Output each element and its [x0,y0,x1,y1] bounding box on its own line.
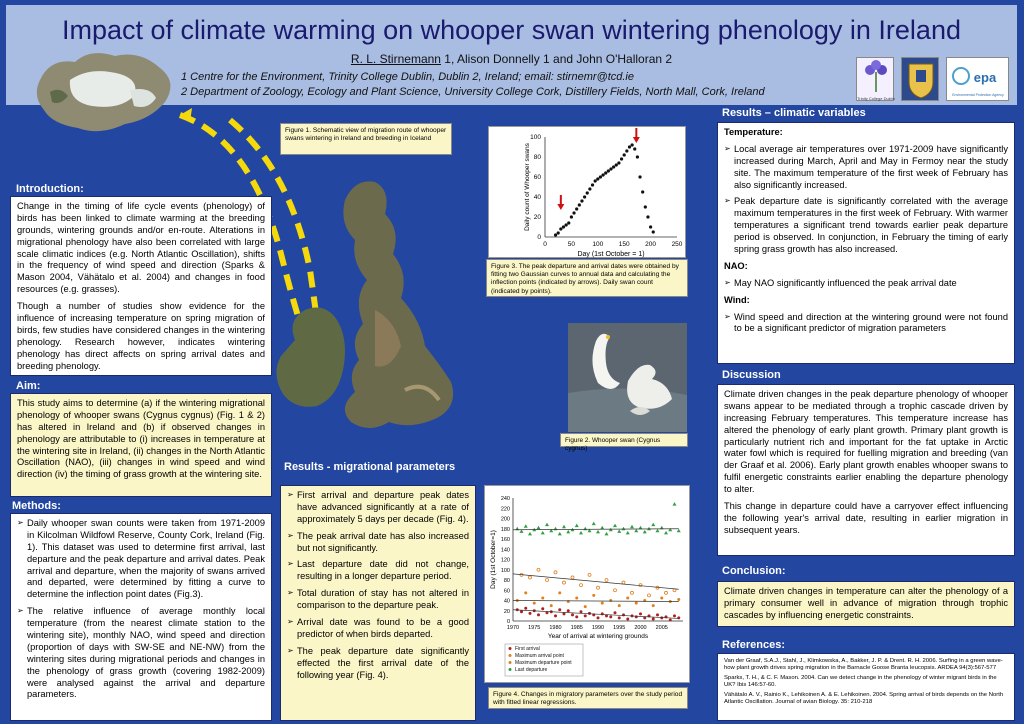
other-authors: 1, Alison Donnelly 1 and John O'Halloran 2 [440,52,673,66]
y-tick-label: 40 [503,598,510,605]
data-point [550,604,553,607]
y-tick-label: 120 [500,557,510,564]
data-point [614,611,617,614]
data-point [639,612,642,615]
data-point [665,591,668,594]
introduction-paragraph-1: Change in the timing of life cycle events (phenology) of birds has been linked to climate warming at the breeding grounds, wintering grounds and/or en-route. Alterations in migrational phenology have also been correlated with large scale climatic indices (e.g. North Atlantic Oscillation), shifts in the frequency of wind speed and direction (Sparks & Mason 2004, Vähätalo et al. 2004) and changes in food resources (e.g. grasses). [17,201,265,295]
data-point [596,530,600,534]
legend-label: Maximum departure point [515,660,572,666]
whooper-swan-photo [568,323,687,432]
data-point [638,175,641,178]
methods-item: ➢ The relative influence of average monthly local temperature (from the nearest climate station to the wintering site), monthly NAO, wind speed and direction (proportion of days with SW-SE and NE-NW) from the wintering sites during migrational periods and changes in the phenology of grass growth (covering 1982-2009) were analysed against the arrival and departure parameters. [17,606,265,701]
figure-3-chart [488,126,686,258]
temperature-subheading: Temperature: [724,127,783,137]
figure-3-caption: Figure 3. The peak departure and arrival dates were obtained by fitting two Gaussian curves to annual data and calculating the inflection points (indicated by arrows). Daily swan count (indicated by points). [486,259,688,297]
data-point [636,155,639,158]
data-point [528,532,532,536]
x-tick-label: 2005 [655,625,668,631]
trend-line [513,574,679,589]
y-tick-label: 0 [506,619,510,625]
x-tick-label: 1970 [506,625,520,631]
data-point [644,205,647,208]
data-point [635,602,638,605]
methods-box [10,513,272,721]
poster-title: Impact of climate warming on whooper swan wintering phenology in Ireland [62,15,961,45]
data-point [529,576,532,579]
epa-icon [947,58,1010,102]
data-point [594,179,597,182]
tcd-logo [856,57,894,101]
data-point [580,584,583,587]
references-box [717,653,1015,721]
data-point [648,594,651,597]
y-axis-title: Daily count of Whooper swans [524,143,531,231]
discussion-heading: Discussion [722,369,781,381]
results-migration-item: ➢ Arrival date was found to be a good predictor of when birds departed. [287,617,469,641]
data-point [580,199,583,202]
data-point [643,530,647,534]
data-point [601,612,604,615]
results-migration-box [280,485,476,721]
data-point [677,598,680,601]
y-tick-label: 20 [503,608,510,615]
data-point [677,529,681,533]
data-point [575,207,578,210]
x-tick-label: 0 [543,241,547,248]
introduction-box [10,196,272,376]
references-heading: References: [722,639,785,651]
data-point [609,167,612,170]
data-point [639,584,642,587]
data-point [652,230,655,233]
figure-4-chart [484,485,690,683]
data-point [591,183,594,186]
data-point [541,531,545,535]
data-point [607,169,610,172]
x-axis-title: Day (1st October = 1) [577,251,645,258]
data-point [546,579,549,582]
y-tick-label: 60 [533,174,541,181]
data-point [597,616,600,619]
data-point [649,225,652,228]
data-point [677,616,680,619]
x-tick-label: 1985 [570,625,583,631]
x-tick-label: 150 [618,241,630,248]
x-tick-label: 1975 [528,625,541,631]
data-point [647,527,651,531]
data-point [668,528,672,532]
data-point [601,173,604,176]
results-migration-item: ➢ First arrival and departure peak dates have advanced significantly at a rate of approximately 5 days per decade (Fig. 4). [287,490,469,526]
x-tick-label: 100 [592,241,604,248]
data-point [571,576,574,579]
conclusion-heading: Conclusion: [722,565,786,577]
data-point [571,613,574,616]
epa-logo-subtext: Environmental Protection Agency [952,93,1004,97]
data-point [641,190,644,193]
aim-heading: Aim: [16,380,41,392]
data-point [592,594,595,597]
data-point [630,525,634,529]
data-point [622,581,625,584]
data-point [618,616,621,619]
data-point [609,615,612,618]
data-point [541,607,544,610]
data-point [652,604,655,607]
data-point [605,579,608,582]
methods-item: ➢ Daily whooper swan counts were taken from 1971-2009 in Kilcolman Wildfowl Reserve, County Cork, Ireland (Fig. 1). This dataset was used to determine first arrival, last departure and the peak departure and arrival dates. Peak arrival and departure, when the majority of swans arrived and departed, were determined by fitting a curve to determine the inflection point dates (Fig.3). [17,518,265,601]
y-tick-label: 0 [537,234,541,241]
data-point [656,613,659,616]
data-point [584,614,587,617]
data-point [592,522,596,526]
legend-label: Maximum arrival point [515,653,564,659]
data-point [575,596,578,599]
data-point [626,531,630,535]
x-tick-label: 2000 [634,625,647,631]
data-point [646,215,649,218]
data-point [614,589,617,592]
temperature-item: ➢ Local average air temperatures over 1971-2009 have significantly increased during March, April and May in Fermoy near the study site. The maximum temperature of the first week of February has also significantly increased. [724,144,1008,192]
data-point [570,215,573,218]
data-point [580,610,583,613]
data-point [566,530,570,534]
introduction-paragraph-2: Though a number of studies show evidence for the influence of increasing temperature on spring migration of birds, few studies have considered changes in the wintering phenology. Research however, indicates wintering phenology has direct affects on spring arrival dates and breeding phenology. [17,301,265,371]
data-point [605,532,609,536]
ucc-crest-logo [901,57,939,101]
introduction-heading: Introduction: [16,183,84,195]
data-point [626,617,629,620]
data-point [529,612,532,615]
peak-arrow-icon [557,204,564,210]
discussion-paragraph-1: Climate driven changes in the peak departure phenology of whooper swans appear to be mediated through a trophic cascade driven by increasing February temperatures. This temperature increase has altered the phenology of early plant growth. Primary plant growth is particularly nutrient rich and important for the fat uptake in Arctic water fowl which is required for fuelling migration and breeding (van der Graaf et al. 2006). Early plant growth enables whooper swans to fulfil energetic constraints earlier enabling the departure phenology to alter. [724,389,1008,495]
affiliation-2: 2 Department of Zoology, Ecology and Plant Science, University College Cork, Distillery Fields, North Mall, Cork, Ireland [181,86,765,98]
data-point [588,573,591,576]
aim-box [10,393,272,497]
results-migration-item: ➢ The peak departure date significantly effected the first arrival date of the following year (Fig. 4). [287,646,469,682]
results-climatic-box [717,122,1015,364]
data-point [541,596,544,599]
y-tick-label: 60 [503,588,510,595]
legend-marker [509,668,512,671]
data-point [652,617,655,620]
y-tick-label: 100 [530,134,541,141]
results-migration-heading: Results - migrational parameters [284,461,456,473]
reference-item: Van der Graaf, S.A.J., Stahl, J., Klimkowska, A., Bakker, J. P. & Drent. R. H. 2006. Surfing in a green wave- how plant growth drives spring migration in the Barnacle Goose Branta leucopsis. ARDEA 94(3):567-577 [724,658,1003,672]
presenting-author: R. L. Stirnemann [350,52,441,66]
y-tick-label: 80 [533,154,541,161]
reference-item: Sparks, T. H., & C. F. Mason. 2004. Can we detect change in the phenology of winter migrant birds in the UK? Ibis 146:57-60. [724,674,997,689]
temperature-item: ➢ Peak departure date is significantly correlated with the average maximum temperatures in the first week of February. With warmer temperatures a significant trend towards earlier peak departure period is observed. In conjunction, in February the timing of early spring grass growth has also increased. [724,196,1008,255]
data-point [563,581,566,584]
flower-icon [857,58,895,102]
data-point [565,223,568,226]
data-point [613,524,617,528]
affiliation-1: 1 Centre for the Environment, Trinity College Dublin, Dublin 2, Ireland; email: stirnemr@tcd.ie [181,71,634,83]
trend-line [513,601,679,602]
y-tick-label: 140 [500,547,510,554]
y-tick-label: 160 [500,537,510,543]
data-point [572,211,575,214]
nao-subheading: NAO: [724,260,748,271]
x-tick-label: 200 [645,241,657,248]
nao-item: ➢ May NAO significantly influenced the peak arrival date [724,278,1008,290]
data-point [558,532,562,536]
data-point [633,147,636,150]
data-point [673,614,676,617]
data-point [575,615,578,618]
results-migration-item: ➢ The peak arrival date has also increased but not significantly. [287,531,469,555]
y-tick-label: 240 [500,496,510,502]
x-tick-label: 250 [671,241,683,248]
conclusion-box [717,581,1015,627]
data-point [588,187,591,190]
data-point [524,607,527,610]
data-point [583,195,586,198]
data-point [524,591,527,594]
data-point [617,529,621,533]
data-point [533,602,536,605]
data-point [559,227,562,230]
data-point [586,191,589,194]
x-tick-label: 1990 [591,625,605,631]
data-point [617,161,620,164]
data-point [554,614,557,617]
peak-arrow-icon [633,137,640,143]
data-point [669,618,672,621]
data-point [597,586,600,589]
data-point [558,591,561,594]
data-point [554,233,557,236]
y-tick-label: 40 [533,194,541,201]
data-point [554,571,557,574]
figure-4-svg [485,486,691,684]
y-tick-label: 100 [500,567,510,574]
data-point [618,604,621,607]
data-point [558,608,561,611]
data-point [575,524,579,528]
data-point [660,596,663,599]
discussion-box [717,384,1015,556]
data-point [562,525,566,529]
data-point [588,612,591,615]
data-point [562,225,565,228]
epa-logo [946,57,1009,101]
iceland-satellite-image [30,40,180,150]
data-point [567,609,570,612]
epa-logo-text: epa [973,70,997,85]
data-point [567,221,570,224]
x-tick-label: 1995 [613,625,626,631]
y-tick-label: 200 [500,516,510,523]
data-point [612,165,615,168]
x-tick-label: 50 [567,241,576,248]
legend-marker [509,647,512,650]
data-point [537,568,540,571]
methods-heading: Methods: [12,500,61,512]
data-point [599,175,602,178]
data-point [596,177,599,180]
y-axis-title: Day (1st October=1) [490,530,497,589]
data-point [545,523,549,527]
data-point [628,145,631,148]
data-point [622,527,626,531]
data-point [567,600,570,603]
data-point [584,605,587,608]
crest-icon [902,58,940,102]
legend-label: First arrival [515,646,540,652]
y-tick-label: 180 [500,526,510,533]
data-point [600,526,604,530]
legend-marker [509,661,512,664]
data-point [673,502,677,506]
figure-3-svg [489,127,687,259]
x-tick-label: 1980 [549,625,562,631]
data-point [664,531,668,535]
results-climatic-heading: Results – climatic variables [722,107,866,119]
legend-label: Last departure [515,667,548,673]
legend-marker [509,654,512,657]
data-point [631,591,634,594]
y-tick-label: 220 [500,506,510,513]
y-tick-label: 80 [503,578,510,584]
conclusion-text: Climate driven changes in temperature can alter the phenology of a primary consumer well in advance of migration through trophic cascades by influencing energetic constraints. [724,586,1008,620]
results-migration-item: ➢ Last departure date did not change, resulting in a longer departure period. [287,559,469,583]
discussion-paragraph-2: This change in departure could have a carryover effect influencing the following year's arrival date, resulting in earlier migration in subsequent years. [724,501,1008,535]
data-point [520,610,523,613]
data-point [537,526,541,530]
figure-1-caption: Figure 1. Schematic view of migration route of whooper swans wintering in Ireland and breeding in Iceland [280,123,452,155]
data-point [601,602,604,605]
results-migration-item: ➢ Total duration of stay has not altered in comparison to the departure peak. [287,588,469,612]
figure-2-caption: Figure 2. Whooper swan (Cygnus cygnus) [560,433,688,447]
data-point [623,153,626,156]
aim-text: This study aims to determine (a) if the wintering migrational phenology of whooper swans (Cygnus cygnus) (Fig. 1 & 2) has altered in Ireland and (b) if observed changes in phenology are attributable to (i) increases in temperature at the wintering site in Ireland, (ii) changes in the North Atlantic Oscillation (NAO), (iii) changes in wind speed and wind direction (iv) the timing of grass growth at the wintering site. [17,398,265,480]
data-point [524,524,528,528]
figure-4-caption: Figure 4. Changes in migratory parameters over the study period with fitted linear regressions. [488,687,688,709]
wind-subheading: Wind: [724,294,750,305]
data-point [578,203,581,206]
data-point [626,596,629,599]
data-point [620,157,623,160]
data-point [583,527,587,531]
data-point [656,529,660,533]
tcd-logo-text: Trinity College Dublin [857,96,895,101]
data-point [625,149,628,152]
data-point [557,231,560,234]
data-point [651,523,655,527]
data-point [579,531,583,535]
y-tick-label: 20 [533,214,541,221]
data-point [537,613,540,616]
x-axis-title: Year of arrival at wintering grounds [547,633,649,640]
data-point [604,171,607,174]
data-point [631,143,634,146]
data-point [615,163,618,166]
reference-item: Vähätalo A. V., Rainio K., Lehikoinen A. & E. Lehikoinen. 2004. Spring arrival of birds depends on the North Atlantic Oscillation. Journal of avian Biology. 35: 210-218 [724,691,1004,705]
data-point [609,599,612,602]
wind-item: ➢ Wind speed and direction at the wintering ground were not found to be a significant predictor of migration parameters [724,312,1008,336]
